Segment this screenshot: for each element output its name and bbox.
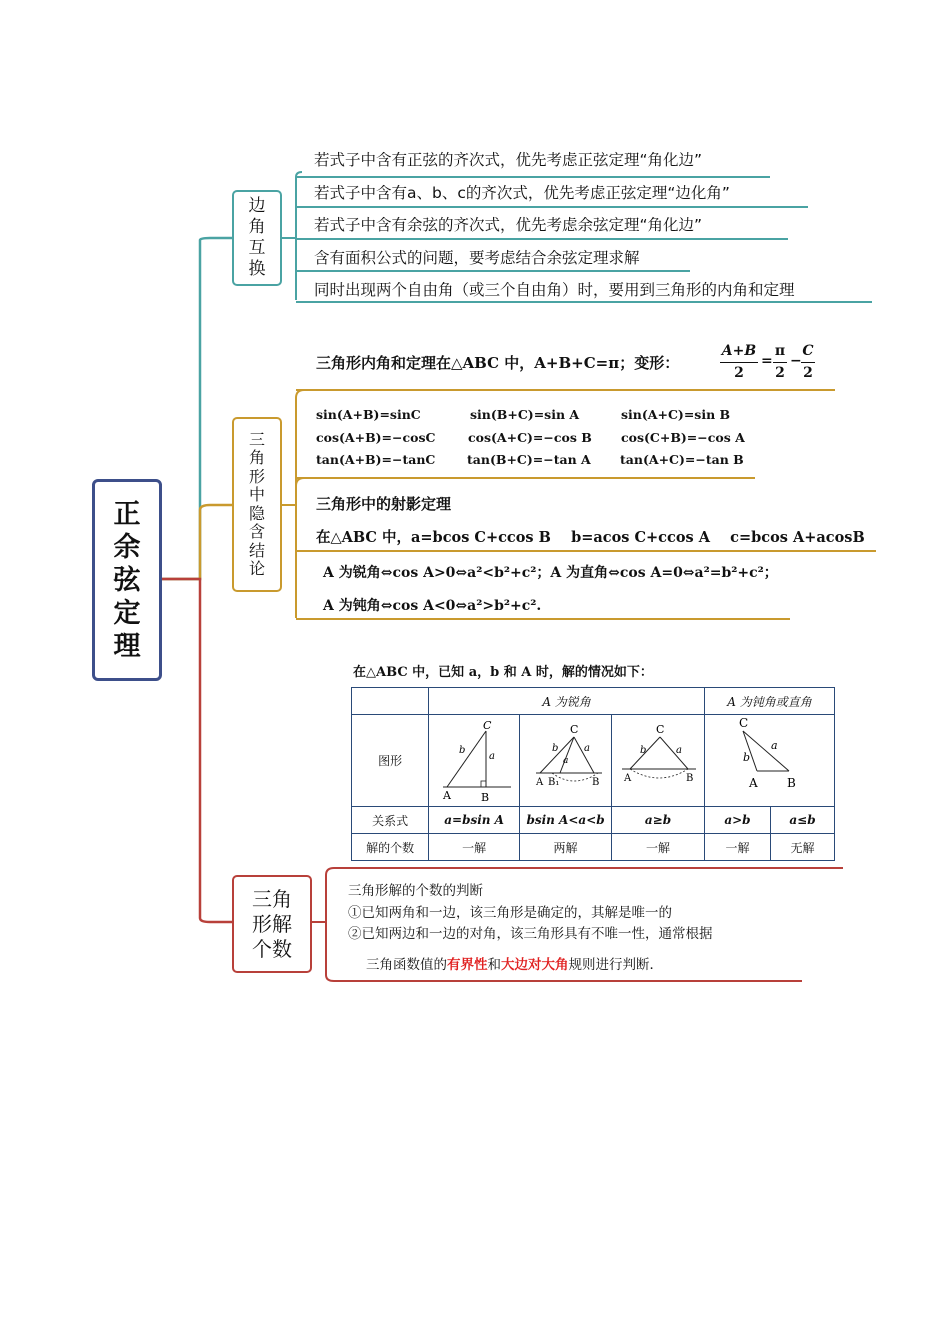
- connector-root-branch3: [162, 579, 232, 922]
- triangle-one-solution-figure: [614, 715, 702, 803]
- relation-4: a>b: [704, 807, 770, 834]
- fig3-label-b: b: [640, 745, 647, 756]
- count-3: 一解: [612, 834, 705, 861]
- row-label-count: 解的个数: [352, 834, 429, 861]
- frac2-num: π: [774, 343, 786, 359]
- fig4-label-b: b: [742, 751, 751, 764]
- branch3-row: 三角: [252, 886, 292, 911]
- identity-r0c1: sin(B+C)=sin A: [470, 407, 580, 422]
- identity-r2c2: tan(A+C)=−tan B: [620, 452, 744, 467]
- leaf-sine-homogeneous: 若式子中含有正弦的齐次式，优先考虑正弦定理“角化边”: [314, 151, 703, 169]
- fig1-label-a: a: [489, 751, 496, 762]
- triangle-obtuse-figure: [705, 715, 833, 803]
- fig4-label-a: a: [770, 739, 778, 752]
- note-prefix: 三角函数值的: [366, 957, 447, 973]
- branch1-char: 换: [248, 259, 266, 279]
- angle-type-line2: A 为钝角⇔cos A<0⇔a²>b²+c².: [323, 598, 542, 614]
- frac3-num: C: [802, 343, 814, 359]
- branch-solution-count: [232, 875, 312, 973]
- header-obtuse: A 为钝角或直角: [704, 688, 834, 715]
- count-2: 两解: [520, 834, 612, 861]
- fig2-label-a2: a: [562, 756, 568, 766]
- row-label-relation: 关系式: [352, 807, 429, 834]
- frac-minus: −: [790, 353, 802, 369]
- note-title: 三角形解的个数的判断: [348, 883, 483, 899]
- fig1-label-b: b: [459, 745, 466, 756]
- triangle-two-solutions-figure: [522, 715, 610, 803]
- root-char: 余: [113, 531, 141, 563]
- branch1-char: 边: [248, 196, 266, 216]
- root-char: 理: [113, 630, 141, 662]
- frac-eq: =: [761, 353, 773, 369]
- branch2-char: 三: [248, 429, 265, 449]
- frac3-bar: [801, 362, 815, 363]
- figure-cell-3: [612, 715, 705, 807]
- row-label-figure: 图形: [352, 715, 429, 807]
- branch2-char: 论: [248, 559, 265, 578]
- connector-root-branch2: [162, 505, 232, 579]
- identity-r2c0: tan(A+B)=−tanC: [316, 452, 436, 467]
- branch1-char: 角: [248, 217, 266, 237]
- fig3-label-C: C: [656, 723, 665, 736]
- angle-type-line1: A 为锐角⇔cos A>0⇔a²<b²+c²；A 为直角⇔cos A=0⇔a²=b²+c²；: [323, 565, 778, 581]
- table-row: [352, 688, 835, 715]
- fig3-label-A: A: [624, 773, 632, 784]
- identity-r1c2: cos(C+B)=−cos A: [621, 430, 745, 445]
- angle-sum-fractions: [718, 343, 818, 385]
- frac2-den: 2: [775, 365, 785, 381]
- projection-title: 三角形中的射影定理: [316, 495, 452, 513]
- figure-cell-4: [704, 715, 834, 807]
- note-line-2: ②已知两边和一边的对角，该三角形具有不唯一性，通常根据: [348, 926, 713, 942]
- branch1-char: 互: [248, 238, 266, 258]
- frac1-bar: [720, 362, 758, 363]
- branch3-row: 形解: [252, 911, 292, 936]
- figure-cell-2: [520, 715, 612, 807]
- header-acute: A 为锐角: [429, 688, 705, 715]
- count-5: 无解: [770, 834, 834, 861]
- frac1-den: 2: [734, 365, 744, 381]
- count-4: 一解: [704, 834, 770, 861]
- fig2-label-B1: B₁: [547, 777, 559, 788]
- table-cell-empty: [352, 688, 429, 715]
- fig4-label-A: A: [748, 776, 758, 790]
- identity-r0c0: sin(A+B)=sinC: [316, 407, 421, 422]
- branch2-char: 结: [248, 540, 265, 560]
- note-highlight-boundedness: 有界性: [447, 957, 488, 973]
- note-line-3: [366, 953, 663, 973]
- root-char: 正: [113, 498, 141, 530]
- note-highlight-larger-side: 大边对大角: [501, 957, 569, 973]
- figure-cell-1: [429, 715, 520, 807]
- leaf-abc-homogeneous: 若式子中含有a、b、c的齐次式，优先考虑正弦定理“边化角”: [314, 184, 730, 202]
- connector-root-branch1: [162, 238, 232, 579]
- branch2-char: 角: [248, 448, 265, 467]
- identity-r1c0: cos(A+B)=−cosC: [316, 430, 436, 445]
- frac1-num: A+B: [721, 343, 757, 359]
- count-1: 一解: [429, 834, 520, 861]
- branch2-char: 形: [248, 466, 265, 486]
- connector-branch2-tree: [282, 398, 296, 618]
- connector-branch3-tree: [312, 875, 326, 975]
- leaf-cosine-homogeneous: 若式子中含有余弦的齐次式，优先考虑余弦定理“角化边”: [314, 216, 703, 234]
- branch2-char: 中: [248, 485, 265, 504]
- branch3-row: 个数: [252, 936, 292, 961]
- leaf-area-formula: 含有面积公式的问题，要考虑结合余弦定理求解: [314, 249, 640, 267]
- note-line-1: ①已知两角和一边，该三角形是确定的，其解是唯一的: [348, 905, 672, 921]
- relation-5: a≤b: [770, 807, 834, 834]
- relation-2: bsin A<a<b: [520, 807, 612, 834]
- branch2-char: 隐: [248, 503, 265, 523]
- branch2-char: 含: [248, 522, 265, 541]
- connector-branch1-tree: [282, 177, 296, 300]
- branch-hidden-conclusions: [232, 417, 282, 592]
- fig1-label-A: A: [443, 789, 452, 802]
- note-mid: 和: [487, 957, 501, 973]
- triangle-right-figure: [431, 715, 517, 803]
- table-row: [352, 807, 835, 834]
- fig1-label-B: B: [481, 791, 490, 803]
- table-row: [352, 715, 835, 807]
- fig2-label-C: C: [569, 723, 578, 736]
- angle-sum-theorem: 三角形内角和定理在△ABC 中，A+B+C=π；变形：: [316, 354, 680, 372]
- relation-1: a=bsin A: [429, 807, 520, 834]
- table-caption: 在△ABC 中，已知 a，b 和 A 时，解的情况如下：: [353, 665, 653, 680]
- fig2-label-A: A: [535, 777, 543, 788]
- root-char: 弦: [113, 564, 141, 596]
- relation-3: a≥b: [612, 807, 705, 834]
- frac2-bar: [773, 362, 787, 363]
- identity-r0c2: sin(A+C)=sin B: [621, 407, 731, 422]
- root-char: 定: [113, 597, 141, 629]
- projection-formula: 在△ABC 中，a=bcos C+ccos B b=acos C+ccos A c=bcos A+acosB: [316, 529, 865, 546]
- table-row: [352, 834, 835, 861]
- fig2-label-B: B: [591, 777, 599, 788]
- fig3-label-B: B: [686, 773, 694, 784]
- leaf-free-angles: 同时出现两个自由角（或三个自由角）时，要用到三角形的内角和定理: [314, 281, 795, 299]
- fig2-label-b: b: [551, 743, 558, 754]
- fig1-label-C: C: [483, 719, 492, 732]
- fig3-label-a: a: [676, 745, 682, 756]
- frac3-den: 2: [803, 365, 813, 381]
- fig2-label-a: a: [583, 743, 590, 754]
- identity-r1c1: cos(A+C)=−cos B: [468, 430, 592, 445]
- solution-cases-table: [351, 687, 835, 861]
- branch-edge-angle-swap: [232, 190, 282, 286]
- fig4-label-B: B: [786, 776, 796, 790]
- identity-r2c1: tan(B+C)=−tan A: [467, 452, 591, 467]
- note-suffix: 规则进行判断．: [568, 957, 663, 973]
- fig4-label-C: C: [738, 716, 749, 730]
- root-node: [92, 479, 162, 681]
